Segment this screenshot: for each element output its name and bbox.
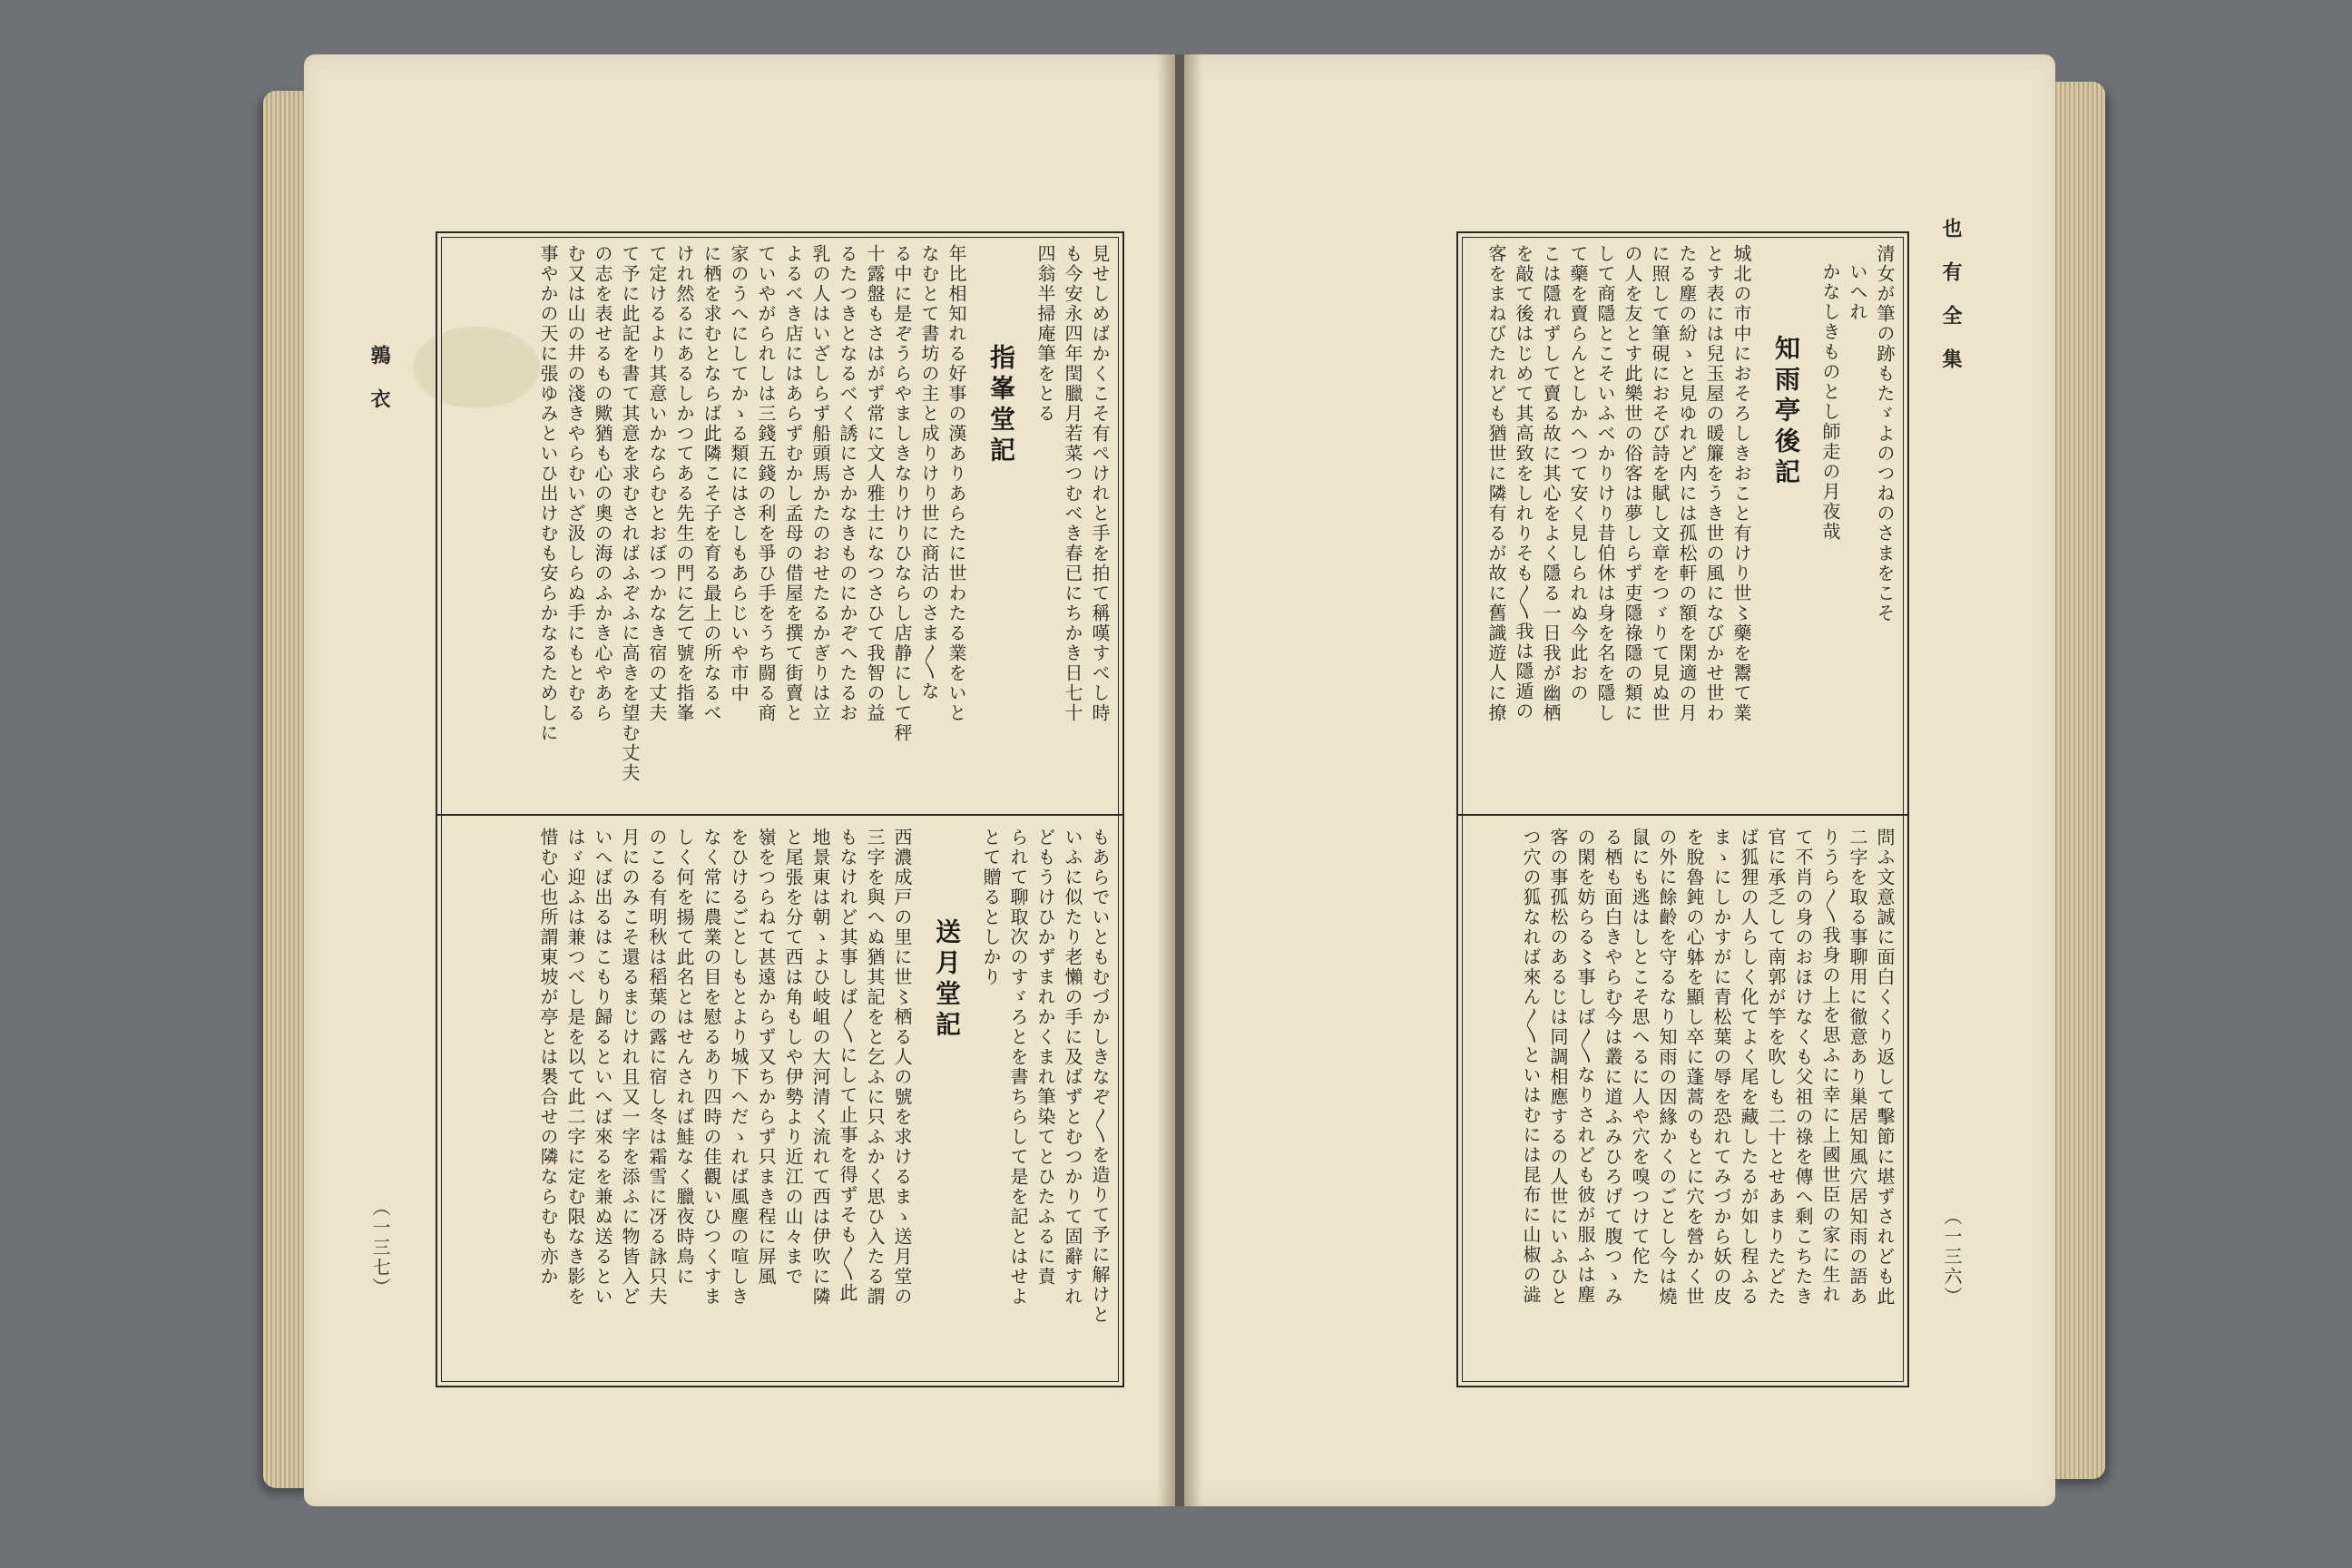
text-line: とて贈るとしかり [980,828,1002,987]
text-frame [436,231,1124,1387]
page-edges-right [2051,82,2105,1479]
text-line: る栖も面白きやらむ今は叢に道ふみひろげて腹つゝみ [1602,828,1623,1307]
text-line: 年比相知れる好事の漢ありあらたに世わたる業をいと [946,244,967,723]
text-line: どもうけひかずまれかくまれ筆染てとひたふるに責 [1034,828,1056,1287]
text-line: 乳の人はいざしらず船頭馬かたのおせたるかぎりは立 [809,244,831,723]
text-line: の外に餘齡を守るなり知雨の因緣かくのごとし今は燒 [1656,828,1678,1307]
book-gutter [1157,54,1202,1506]
text-line: む又は山の井の淺きやらむいざ汲しらぬ手にもとむる [564,244,586,723]
text-line: 問ふ文意誠に面白くくり返して擊節に堪ずされども此 [1874,828,1896,1307]
text-line: の志を表せるもの歟猶も心の奧の海のふかき心やあら [592,244,613,723]
text-line: られて聊取次のすゞろとを書ちらして是を記とはせよ [1007,828,1029,1307]
text-line: つ穴の狐なれば來ん〳〵といはむには昆布に山椒の澁 [1520,828,1542,1305]
text-line: も今安永四年閏臘月若菜つむべき春已にちかき日七十 [1062,244,1083,723]
running-title: 鶉衣 [368,345,391,432]
text-line: 二字を取る事聊用に徹意あり巢居知風穴居知雨の語あ [1847,828,1868,1307]
text-line: 西濃成戸の里に世〻栖る人の號を求けるまゝ送月堂の [891,828,913,1307]
section-heading: 指峯堂記 [986,344,1016,467]
text-line: 清女が筆の跡もたゞよのつねのさまをこそ [1874,244,1896,623]
text-line: 月にのみこそ還るまじけれ且又一字を添ふに物皆入ど [619,828,641,1307]
text-line: のこる有明秋は稻葉の露に宿し冬は霜雪に冴る詠只夫 [646,828,668,1307]
text-line: まゝにしかすがに青松葉の辱を恐れてみづから妖の皮 [1710,828,1732,1307]
bottom-text-block [1467,828,1898,1372]
text-line: 事やかの天に張ゆみといひ出けむも安らかなるためしに [537,244,559,743]
text-line: を脫魯鈍の心躰を顯し卒に蓬蒿のもとに穴を營かく世 [1683,828,1705,1307]
section-divider [437,814,1122,816]
text-line: の人を友とす此樂世の俗客は夢しらず吏隱祿隱の類に [1622,244,1643,723]
bottom-text-block [446,828,1113,1372]
text-line: とす表には兒玉屋の暖簾をうき世の風になびかせ世わ [1703,244,1725,723]
text-line: もあらでいともむづかしきなぞ〳〵を造りて予に解けと [1089,828,1111,1325]
section-heading: 送月堂記 [932,918,962,1042]
text-line: る中に是ぞうらやましきなりけりひならし店静にして秤 [891,244,913,743]
text-line: 見せしめばかくこそ有ぺけれと手を拍て稱嘆すべし時 [1089,244,1111,723]
section-divider [1458,814,1907,816]
text-line: 城北の市中におそろしきおこと有けり世〻藥を鬻て業 [1730,244,1752,723]
text-line: に照して筆硯におそび詩を賦し文章をつゞりて見ぬ世 [1649,244,1671,723]
text-line: はゞ迎ふは兼つべし是を以て此二字に定む限なき影を [564,828,586,1307]
text-line: と尾張を分て西は角もしや伊勢より近江の山々まで [782,828,804,1287]
text-line: しく何を揚て此名とはせんされば鮭なく臘夜時鳥に [673,828,695,1287]
text-line: たる塵の紛ゝと見ゆれど内には孤松軒の額を閑適の月 [1676,244,1698,723]
text-line: 地景東は朝ゝよひ岐岨の大河清く流れて西は伊吹に隣 [809,828,831,1307]
text-line: けれ然るにあるしかつてある先生の門に乞て號を指峯 [673,244,695,723]
text-line: ていやがられしは三錢五錢の利を爭ひ手をうち闘る商 [755,244,777,723]
top-text-block [1467,244,1898,807]
text-line: かなしきものとし師走の月夜哉 [1819,262,1841,542]
page-number: （一三七） [369,1198,391,1298]
page-number: （一三六） [1941,1207,1963,1307]
text-line: て予に此記を書て其意を求むさればふぞふに高きを望む丈夫 [619,244,641,783]
text-line: をひけるごとしもとより城下へだゝれば風塵の喧しき [728,828,750,1307]
text-line: なむとて書坊の主と成りけり世に商沽のさま〳〵な [918,244,940,701]
right-page [1184,54,2055,1506]
left-page [304,54,1175,1506]
section-heading: 知雨亭後記 [1771,335,1801,489]
text-line: なく常に農業の目を慰るあり四時の佳觀いひつくすま [701,828,722,1307]
text-line: いへば出るはこもり歸るといへば來るを兼ぬ送るとい [592,828,613,1307]
text-line: りうら〳〵我身の上を思ふに幸に上國世臣の家に生れ [1819,828,1841,1305]
text-line: 鼠にも逃はしとこそ思へるに人や穴を嗅つけて佗た [1629,828,1651,1287]
text-line: て藥を賣らんとしかへつて安く見しられぬ今此おの [1567,244,1589,703]
text-line: いへれ [1847,262,1868,322]
text-line: 家のうへにしてかゝる類にはさしもあらじいや市中 [728,244,750,703]
text-line: るたつきとなるべく誘にさかなきものにかぞへたるお [837,244,858,723]
text-line: を敲て後はじめて其高致をしれりそも〳〵我は隱遁の [1513,244,1534,721]
text-line: こは隱れずして賣る故に其心をよく隱る一日我が幽栖 [1540,244,1562,723]
text-line: ば狐狸の人らしく化てよく尾を藏したるが如し程ふる [1738,828,1759,1307]
text-line: 四翁半掃庵筆をとる [1034,244,1056,424]
text-line: 客をまねびたれども猶世に隣有るが故に舊識遊人に撩 [1485,244,1507,723]
text-line: 惜む心也所謂東坡が亭とは褁合せの隣ならむも亦か [537,828,559,1287]
text-line: 官に承乏して南郭が竽を吹しも二十とせあまりたどた [1765,828,1787,1307]
text-line: 嶺をつらねて甚遠からず又ちからず只まき程に屏風 [755,828,777,1287]
text-line: て定けるより其意いかならむとおぼつかなき宿の丈夫 [646,244,668,723]
top-text-block [446,244,1113,807]
text-line: いふに似たり老懶の手に及ばずとむつかりて固辭すれ [1062,828,1083,1307]
text-frame [1456,231,1909,1387]
text-line: て不肖の身のおほけなくも父祖の祿を傳へ剩こちたき [1792,828,1814,1307]
running-title: 也有全集 [1939,218,1963,392]
text-line: よるべき店にはあらずむかし孟母の借屋を撰て街賣と [782,244,804,723]
text-line: 客の事孤松のあるじは同調相應するの人世にいふひと [1547,828,1569,1307]
text-line: して商隱とこそいふべかりけり昔伯休は身を名を隱し [1594,244,1616,723]
text-line: もなけれど其事しば〳〵にして止事を得ずそも〳〵此 [837,828,858,1303]
open-book [263,54,2105,1515]
text-line: 三字を與へぬ猶其記をと乞ふに只ふかく思ひ入たる謂 [864,828,886,1307]
text-line: に栖を求むとならば此隣こそ子を育る最上の所なるべ [701,244,722,723]
text-line: の閑を妨らる〻事しば〳〵なりされども彼が服ふは塵 [1574,828,1596,1305]
text-line: 十露盤もさはがず常に文人雅士になつさひて我智の益 [864,244,886,723]
